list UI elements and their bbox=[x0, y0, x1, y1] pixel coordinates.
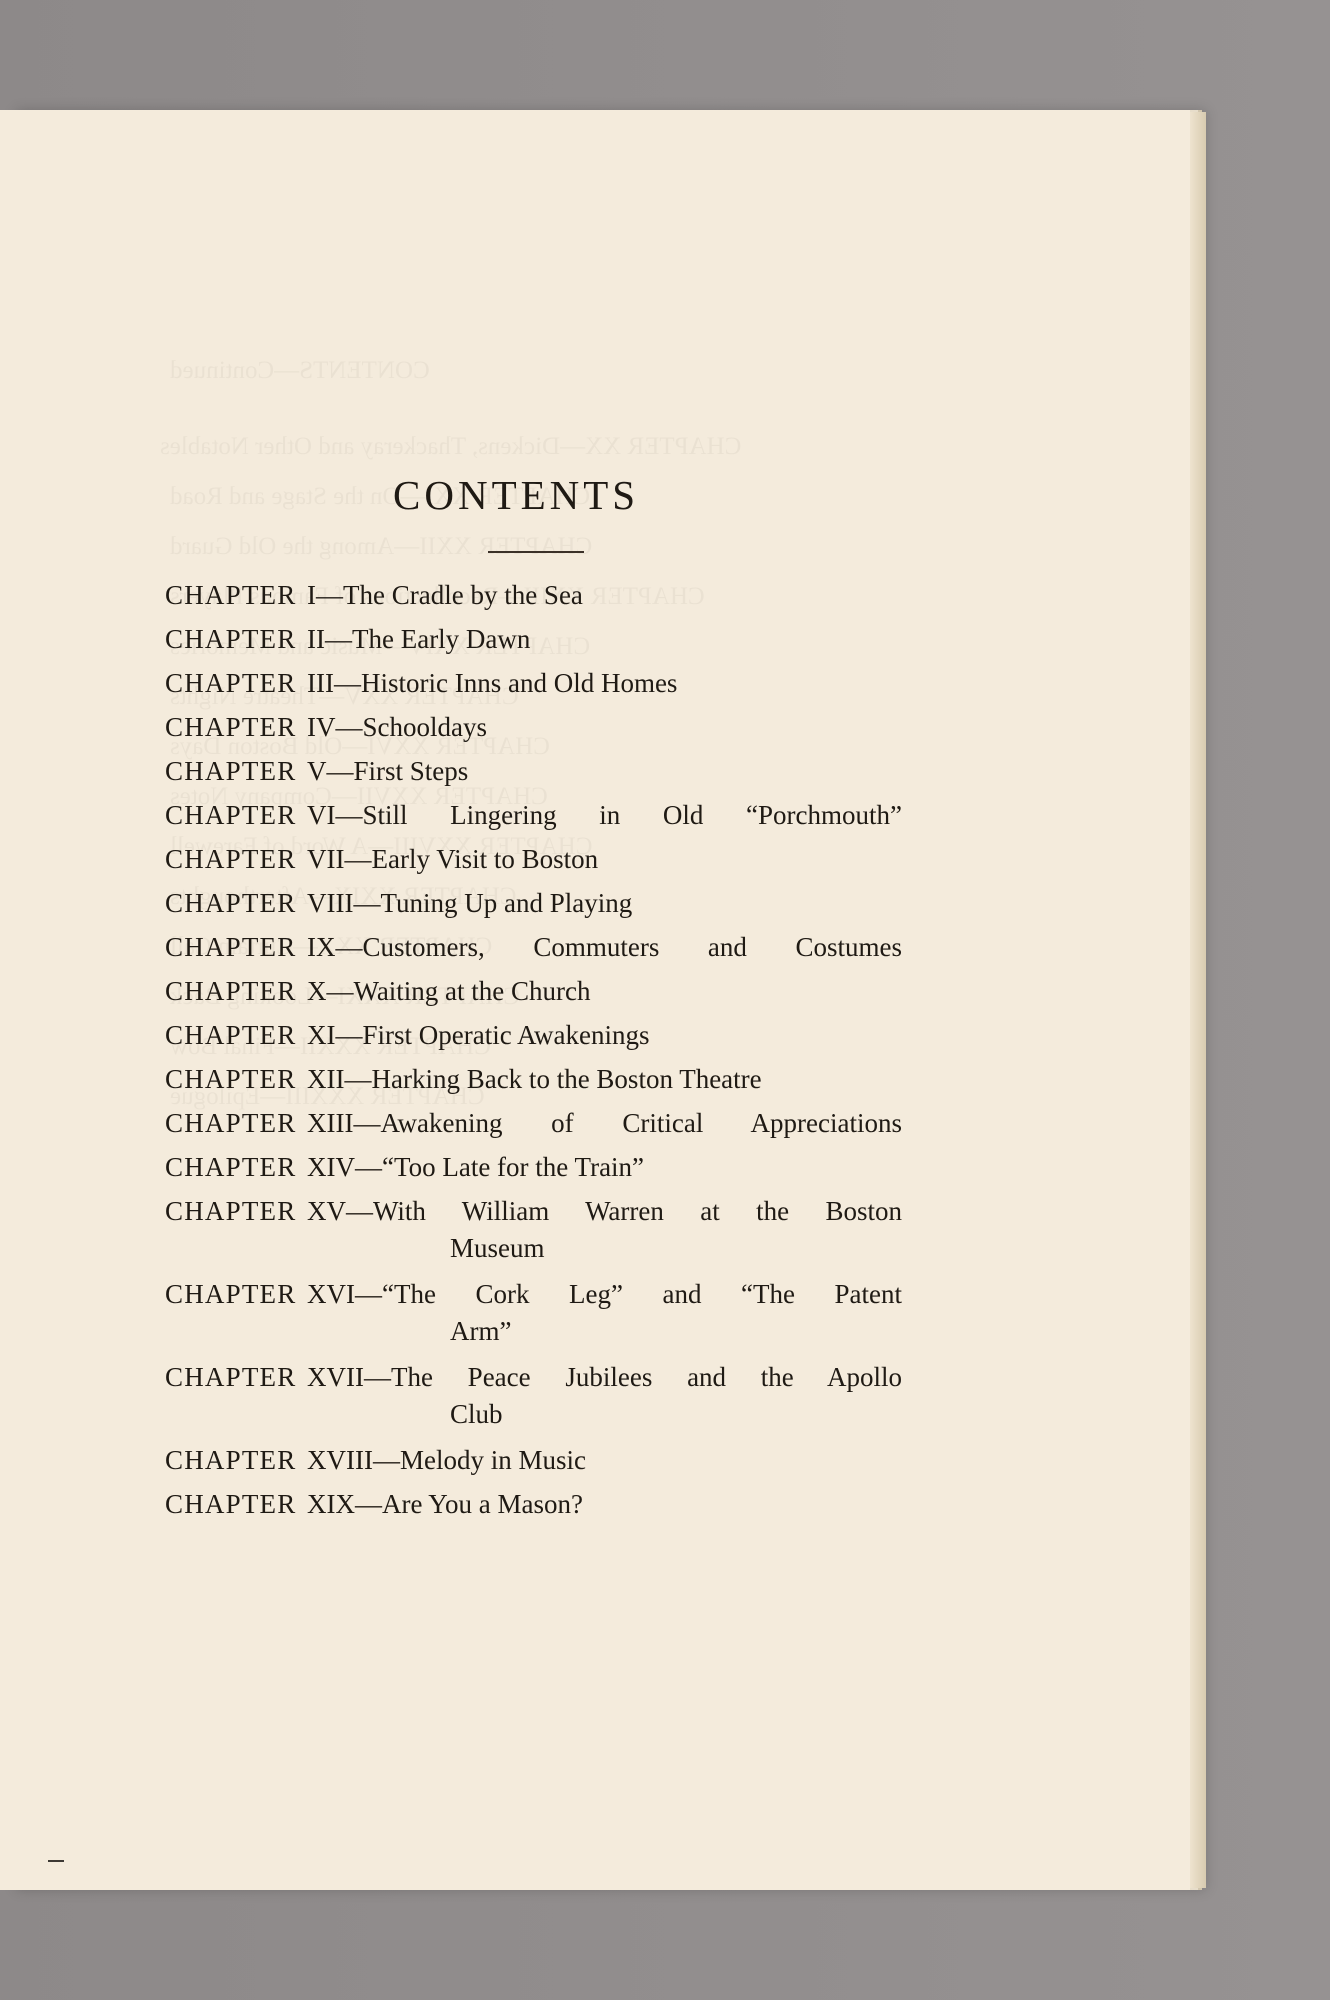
chapter-number: VIII bbox=[307, 888, 354, 918]
toc-entry-chapter-vii bbox=[165, 837, 925, 881]
chapter-number: XVI bbox=[307, 1279, 355, 1309]
chapter-number: I bbox=[307, 580, 316, 610]
chapter-number: XIX bbox=[307, 1489, 355, 1519]
chapter-title: Waiting at the Church bbox=[353, 976, 591, 1006]
chapter-title: Historic Inns and Old Homes bbox=[360, 668, 678, 698]
page-mark bbox=[48, 1860, 64, 1862]
chapter-heading: XVI—“The Cork Leg” and “The Patent bbox=[307, 1279, 902, 1309]
toc-entry-chapter-xvii bbox=[165, 1355, 925, 1438]
toc-entry-chapter-i bbox=[165, 573, 925, 617]
chapter-label: CHAPTER bbox=[165, 1279, 297, 1309]
chapter-title: Early Visit to Boston bbox=[371, 844, 599, 874]
toc-entry-chapter-vi bbox=[165, 793, 925, 837]
chapter-heading: IX—Customers, Commuters and Costumes bbox=[307, 932, 902, 962]
chapter-heading: IV—Schooldays bbox=[307, 712, 487, 742]
chapter-title: “Too Late for the Train” bbox=[382, 1152, 645, 1182]
chapter-title: First Operatic Awakenings bbox=[362, 1020, 650, 1050]
chapter-label: CHAPTER bbox=[165, 1152, 297, 1182]
toc-entry-chapter-xv bbox=[165, 1189, 925, 1272]
chapter-heading: VIII—Tuning Up and Playing bbox=[307, 888, 633, 918]
chapter-heading: XVIII—Melody in Music bbox=[307, 1445, 586, 1475]
bleed-line bbox=[170, 350, 430, 392]
chapter-number: XVII bbox=[307, 1362, 364, 1392]
toc-entry-chapter-xviii bbox=[165, 1438, 925, 1482]
toc-entry-chapter-x bbox=[165, 969, 925, 1013]
chapter-heading: II—The Early Dawn bbox=[307, 624, 531, 654]
chapter-label: CHAPTER bbox=[165, 624, 297, 654]
bleed-line bbox=[170, 526, 592, 568]
chapter-label: CHAPTER bbox=[165, 800, 297, 830]
chapter-heading: XIX—Are You a Mason? bbox=[307, 1489, 583, 1519]
chapter-number: XIII bbox=[307, 1108, 354, 1138]
chapter-label: CHAPTER bbox=[165, 756, 297, 786]
chapter-label: CHAPTER bbox=[165, 1196, 297, 1226]
chapter-label: CHAPTER bbox=[165, 1108, 297, 1138]
chapter-heading: XIV—“Too Late for the Train” bbox=[307, 1152, 645, 1182]
chapter-title: Harking Back to the Boston Theatre bbox=[371, 1064, 762, 1094]
chapter-number: XII bbox=[307, 1064, 345, 1094]
chapter-heading: VII—Early Visit to Boston bbox=[307, 844, 599, 874]
chapter-heading: III—Historic Inns and Old Homes bbox=[307, 668, 678, 698]
chapter-title-continuation: Club bbox=[450, 1399, 503, 1429]
chapter-heading: I—The Cradle by the Sea bbox=[307, 580, 583, 610]
chapter-label: CHAPTER bbox=[165, 580, 297, 610]
chapter-title: First Steps bbox=[353, 756, 469, 786]
page-edge bbox=[1190, 112, 1206, 1888]
chapter-heading: X—Waiting at the Church bbox=[307, 976, 591, 1006]
chapter-label: CHAPTER bbox=[165, 1489, 297, 1519]
toc-entry-chapter-iii bbox=[165, 661, 925, 705]
chapter-heading: VI—Still Lingering in Old “Porchmouth” bbox=[307, 800, 902, 830]
toc-entry-chapter-xiv bbox=[165, 1145, 925, 1189]
chapter-label: CHAPTER bbox=[165, 1445, 297, 1475]
chapter-title-continuation: Arm” bbox=[450, 1316, 512, 1346]
chapter-title-line: “The Cork Leg” and “The Patent bbox=[382, 1279, 902, 1309]
book-page bbox=[0, 110, 1190, 1890]
chapter-number: III bbox=[307, 668, 334, 698]
chapter-number: XI bbox=[307, 1020, 336, 1050]
toc-entry-chapter-xii bbox=[165, 1057, 925, 1101]
chapter-number: VI bbox=[307, 800, 336, 830]
chapter-heading: XIII—Awakening of Critical Appreciations bbox=[307, 1108, 902, 1138]
chapter-number: V bbox=[307, 756, 327, 786]
chapter-title: Are You a Mason? bbox=[382, 1489, 583, 1519]
toc-entry-chapter-v bbox=[165, 749, 925, 793]
heading-divider bbox=[488, 551, 584, 553]
chapter-title: Melody in Music bbox=[399, 1445, 586, 1475]
chapter-label: CHAPTER bbox=[165, 888, 297, 918]
chapter-label: CHAPTER bbox=[165, 976, 297, 1006]
chapter-heading: XV—With William Warren at the Boston bbox=[307, 1196, 902, 1226]
chapter-title-line: The Peace Jubilees and the Apollo bbox=[390, 1362, 902, 1392]
toc-entry-chapter-xi bbox=[165, 1013, 925, 1057]
chapter-label: CHAPTER bbox=[165, 844, 297, 874]
chapter-title-line: With William Warren at the Boston bbox=[373, 1196, 902, 1226]
chapter-number: XV bbox=[307, 1196, 346, 1226]
chapter-title: Tuning Up and Playing bbox=[380, 888, 633, 918]
chapter-number: II bbox=[307, 624, 325, 654]
toc-entry-chapter-xiii bbox=[165, 1101, 925, 1145]
chapter-title: Awakening of Critical Appreciations bbox=[380, 1108, 902, 1138]
chapter-heading: XI—First Operatic Awakenings bbox=[307, 1020, 650, 1050]
chapter-heading: XVII—The Peace Jubilees and the Apollo bbox=[307, 1362, 902, 1392]
chapter-title: Customers, Commuters and Costumes bbox=[362, 932, 902, 962]
chapter-label: CHAPTER bbox=[165, 712, 297, 742]
chapter-label: CHAPTER bbox=[165, 1020, 297, 1050]
toc-entry-chapter-xvi bbox=[165, 1272, 925, 1355]
toc-entry-chapter-viii bbox=[165, 881, 925, 925]
chapter-number: XIV bbox=[307, 1152, 355, 1182]
chapter-title: Schooldays bbox=[362, 712, 487, 742]
contents-heading: CONTENTS bbox=[393, 472, 640, 518]
chapter-number: IX bbox=[307, 932, 336, 962]
bleed-line bbox=[160, 426, 741, 468]
chapter-label: CHAPTER bbox=[165, 932, 297, 962]
chapter-title: The Early Dawn bbox=[351, 624, 531, 654]
chapter-number: VII bbox=[307, 844, 345, 874]
chapter-title: Still Lingering in Old “Porchmouth” bbox=[362, 800, 902, 830]
toc-entry-chapter-xix bbox=[165, 1482, 925, 1526]
chapter-label: CHAPTER bbox=[165, 1362, 297, 1392]
chapter-heading: V—First Steps bbox=[307, 756, 469, 786]
chapter-number: IV bbox=[307, 712, 336, 742]
table-of-contents bbox=[165, 573, 925, 1526]
chapter-label: CHAPTER bbox=[165, 1064, 297, 1094]
chapter-title-continuation: Museum bbox=[450, 1233, 545, 1263]
chapter-heading: XII—Harking Back to the Boston Theatre bbox=[307, 1064, 762, 1094]
chapter-number: XVIII bbox=[307, 1445, 373, 1475]
chapter-label: CHAPTER bbox=[165, 668, 297, 698]
chapter-number: X bbox=[307, 976, 327, 1006]
toc-entry-chapter-ix bbox=[165, 925, 925, 969]
toc-entry-chapter-ii bbox=[165, 617, 925, 661]
toc-entry-chapter-iv bbox=[165, 705, 925, 749]
chapter-title: The Cradle by the Sea bbox=[343, 580, 583, 610]
